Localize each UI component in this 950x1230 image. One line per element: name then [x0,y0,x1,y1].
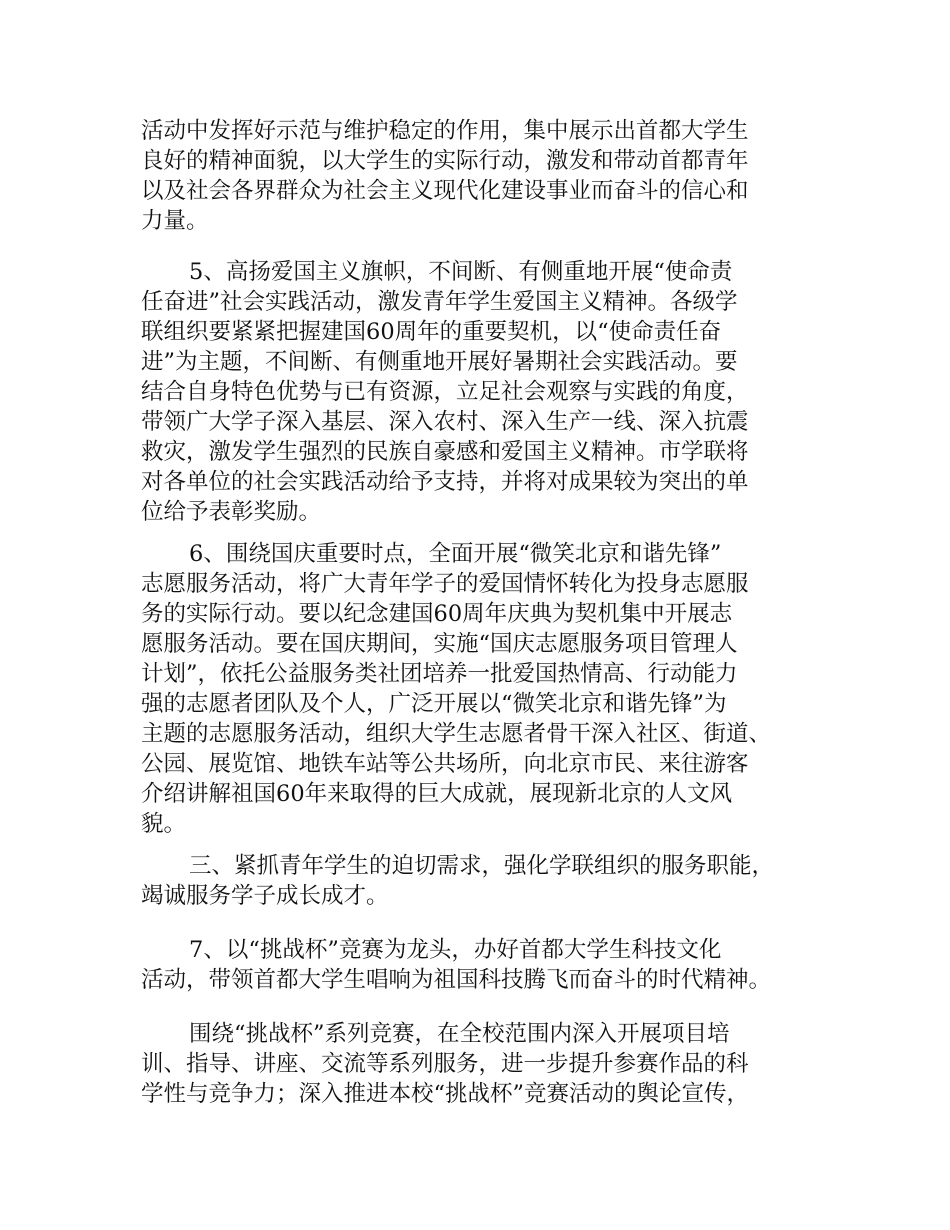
text-line: 三、紧抓青年学生的迫切需求，强化学联组织的服务职能， [189,853,775,879]
paragraph-1 [141,116,829,236]
text-line: 计划”，依托公益服务类社团培养一批爱国热情高、行动能力 [141,661,738,687]
text-line: 活动中发挥好示范与维护稳定的作用，集中展示出首都大学生 [141,118,749,144]
text-line: 竭诚服务学子成长成才。 [141,883,389,909]
text-line: 位给予表彰奖励。 [141,499,322,525]
text-line: 志愿服务活动，将广大青年学子的爱国情怀转化为投身志愿服 [141,571,749,597]
paragraph-7 [141,935,829,995]
text-line: 对各单位的社会实践活动给予支持，并将对成果较为突出的单 [141,469,749,495]
text-line: 主题的志愿服务活动，组织大学生志愿者骨干深入社区、街道、 [141,721,772,747]
text-line: 活动，带领首都大学生唱响为祖国科技腾飞而奋斗的时代精神。 [141,967,772,993]
section-heading-3 [141,851,829,911]
paragraph-challenge-cup [141,1019,829,1109]
text-line: 7、以“挑战杯”竞赛为龙头，办好首都大学生科技文化 [189,937,722,963]
text-line: 介绍讲解祖国60年来取得的巨大成就，展现新北京的人文风 [141,781,733,807]
text-line: 围绕“挑战杯”系列竞赛，在全校范围内深入开展项目培 [189,1021,730,1047]
text-line: 以及社会各界群众为社会主义现代化建设事业而奋斗的信心和 [141,178,749,204]
text-line: 带领广大学子深入基层、深入农村、深入生产一线、深入抗震 [141,409,749,435]
text-line: 任奋进”社会实践活动，激发青年学生爱国主义精神。各级学 [141,289,738,315]
text-line: 结合自身特色优势与已有资源，立足社会观察与实践的角度， [141,379,749,405]
paragraph-2 [141,257,829,527]
text-line: 联组织要紧紧把握建国60周年的重要契机，以“使命责任奋 [141,319,722,345]
text-line: 进”为主题，不间断、有侧重地开展好暑期社会实践活动。要 [141,349,738,375]
text-line: 愿服务活动。要在国庆期间，实施“国庆志愿服务项目管理人 [141,631,738,657]
text-line: 力量。 [141,208,209,234]
text-line: 5、高扬爱国主义旗帜，不间断、有侧重地开展“使命责 [189,259,733,285]
text-line: 学性与竞争力；深入推进本校“挑战杯”竞赛活动的舆论宣传， [141,1081,750,1107]
text-line: 强的志愿者团队及个人，广泛开展以“微笑北京和谐先锋”为 [141,691,727,717]
text-line: 6、围绕国庆重要时点，全面开展“微笑北京和谐先锋” [189,541,722,567]
text-line: 公园、展览馆、地铁车站等公共场所，向北京市民、来往游客 [141,751,749,777]
paragraph-3 [141,539,829,839]
text-line: 救灾，激发学生强烈的民族自豪感和爱国主义精神。市学联将 [141,439,749,465]
text-line: 训、指导、讲座、交流等系列服务，进一步提升参赛作品的科 [141,1051,749,1077]
text-line: 良好的精神面貌，以大学生的实际行动，激发和带动首都青年 [141,148,749,174]
text-line: 貌。 [141,811,187,837]
text-line: 务的实际行动。要以纪念建国60周年庆典为契机集中开展志 [141,601,733,627]
